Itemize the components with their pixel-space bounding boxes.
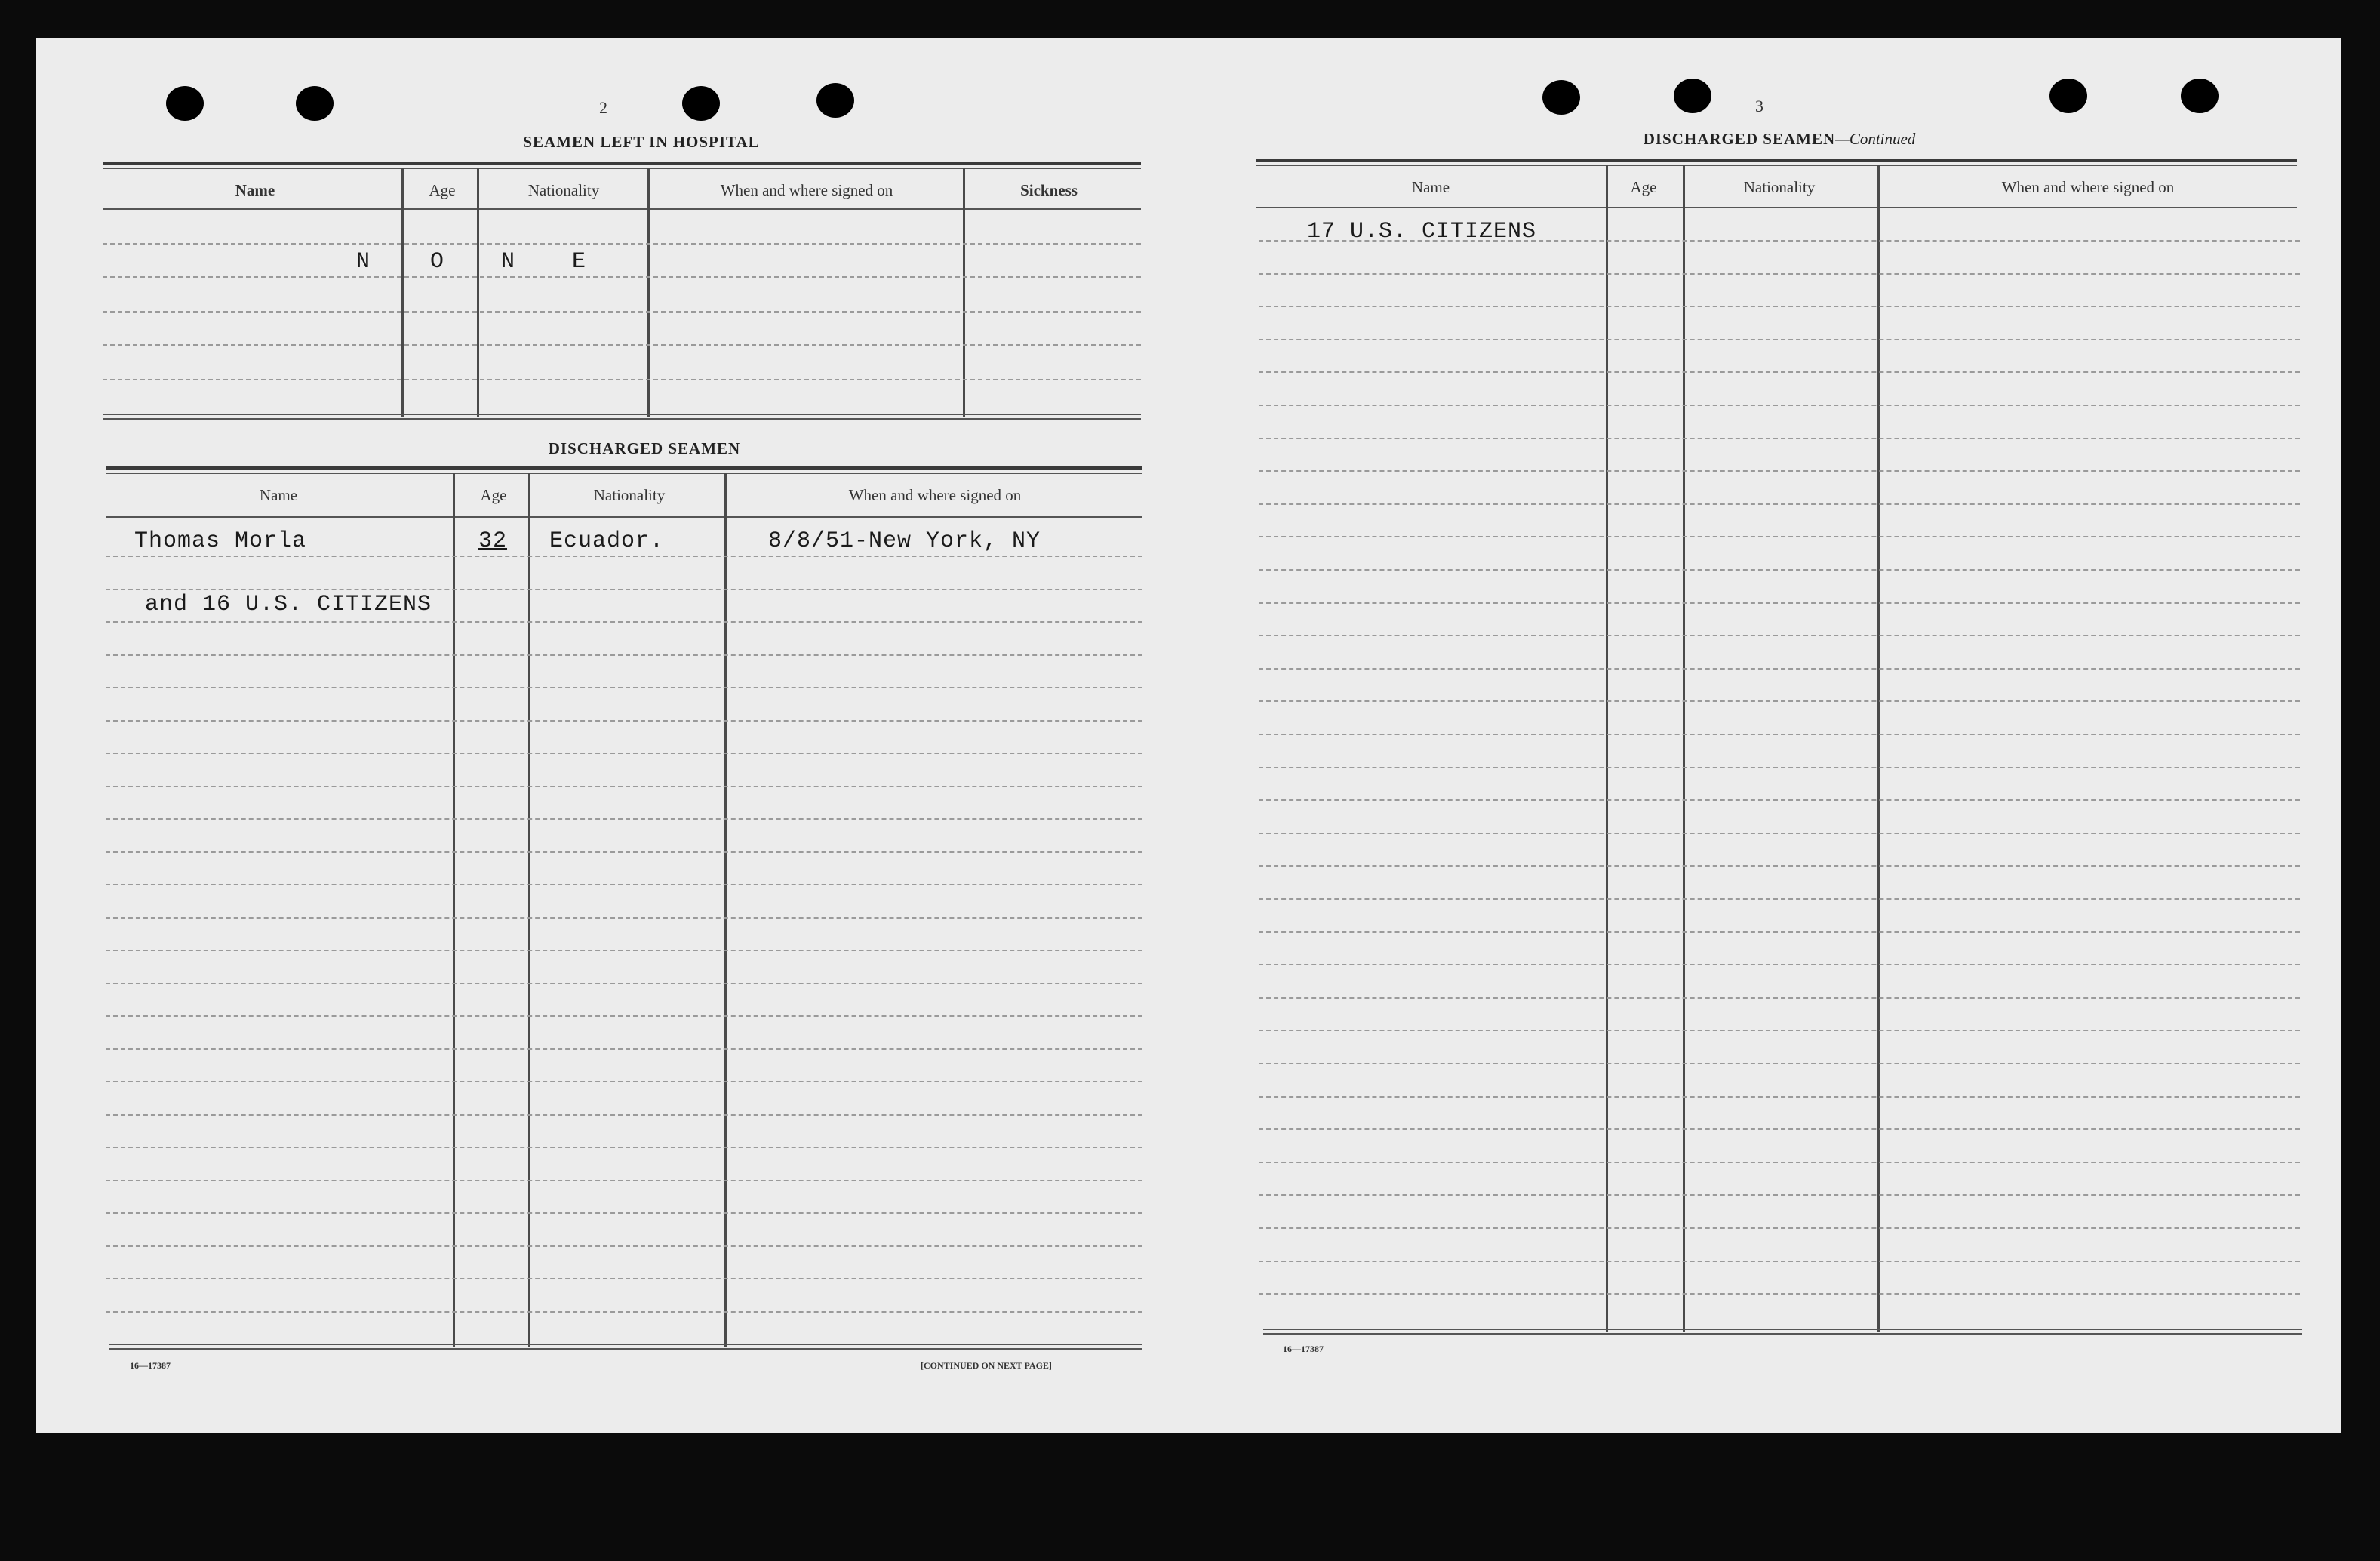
discharged-top-rule [106,466,1142,470]
seaman-nationality: Ecuador. [549,528,665,554]
hospital-header-rule [103,208,1141,210]
ledger-row-line [1259,997,2300,999]
punch-hole [1542,80,1580,115]
punch-hole [166,86,204,121]
ledger-row-line [106,1180,1142,1181]
ledger-row-line [1259,503,2300,505]
ledger-row-line [1259,1162,2300,1163]
hospital-section-title: SEAMEN LEFT IN HOSPITAL [523,133,760,151]
ledger-row-line [1259,1227,2300,1229]
ledger-row-line [106,1245,1142,1247]
ledger-row-line [1259,668,2300,670]
ledger-row-line [1259,964,2300,965]
ledger-row-line [1259,1261,2300,1262]
right-col-nationality: Nationality [1743,178,1816,196]
ledger-row-line [106,786,1142,787]
ledger-row-line [106,589,1142,590]
hospital-col-age: Age [429,181,456,199]
ledger-row-line [1259,931,2300,933]
ledger-row-line [1259,700,2300,702]
ledger-row-line [1259,306,2300,307]
right-col-age: Age [1630,178,1657,196]
document-sheet [36,38,2341,1433]
ledger-row-line [106,720,1142,722]
ledger-row-line [106,687,1142,688]
seaman-age: 32 [478,528,508,554]
hospital-col-sickness: Sickness [1020,181,1078,199]
right-bottom-rule [1263,1329,2302,1330]
hospital-row-line [103,276,1141,278]
ledger-row-line [1259,734,2300,735]
ledger-row-line [1259,273,2300,275]
ledger-row-line [106,1311,1142,1313]
ledger-row-line [1259,371,2300,373]
ledger-row-line [1259,470,2300,472]
ledger-row-line [1259,1096,2300,1098]
right-top-rule-thin [1256,165,2297,166]
discharged-col-nationality: Nationality [593,486,666,504]
hospital-row-line [103,344,1141,346]
hospital-row-line [103,379,1141,380]
ledger-row-line [106,1081,1142,1082]
seaman-name: Thomas Morla [134,528,307,554]
ledger-row-line [106,917,1142,919]
form-number-left: 16—17387 [130,1360,171,1371]
ledger-row-line [1259,635,2300,636]
punch-hole [2049,79,2087,113]
ledger-row-line [106,1212,1142,1214]
punch-hole [2181,79,2219,113]
form-number-right: 16—17387 [1283,1344,1324,1354]
hospital-row-line [103,243,1141,245]
discharged-bottom-rule [109,1344,1142,1345]
ledger-row-line [1259,767,2300,768]
right-header-rule [1256,207,2297,208]
ledger-row-line [106,1114,1142,1116]
ledger-row-line [1259,405,2300,406]
ledger-row-line [106,654,1142,656]
ledger-row-line [1259,833,2300,834]
ledger-row-line [1259,536,2300,537]
discharged-header-rule [106,516,1142,518]
ledger-row-line [106,753,1142,754]
ledger-row-line [106,818,1142,820]
ledger-row-line [1259,1128,2300,1130]
seaman-signed-on: 8/8/51-New York, NY [768,528,1041,554]
discharged-col-age: Age [480,486,507,504]
ledger-row-line [1259,1194,2300,1196]
hospital-bottom-rule [103,418,1141,420]
hospital-top-rule-thin [103,168,1141,169]
hospital-col-signed-on: When and where signed on [720,181,893,199]
punch-hole [296,86,334,121]
ledger-row-line [1259,602,2300,604]
page-number-right: 3 [1755,97,1763,115]
discharged-col-signed-on: When and where signed on [848,486,1022,504]
ledger-row-line [106,950,1142,951]
punch-hole [816,83,854,118]
ledger-row-line [106,851,1142,853]
ledger-row-line [1259,438,2300,439]
ledger-row-line [106,1278,1142,1279]
right-col-signed-on: When and where signed on [2001,178,2175,196]
discharged-col-name: Name [259,486,298,504]
ledger-row-line [1259,898,2300,900]
punch-hole [1674,79,1711,113]
hospital-row-line [103,311,1141,313]
discharged-col-divider [453,473,455,1347]
discharged-bottom-rule [109,1348,1142,1350]
discharged-top-rule-thin [106,473,1142,474]
punch-hole [682,86,720,121]
hospital-entry-letter: E [572,249,587,275]
discharged-col-divider [528,473,530,1347]
right-top-rule [1256,159,2297,162]
hospital-entry-letter: N [356,249,371,275]
ledger-row-line [1259,865,2300,867]
page-number-left: 2 [599,98,607,117]
ledger-row-line [106,1015,1142,1017]
ledger-row-line [106,1048,1142,1050]
ledger-row-line [1259,339,2300,340]
ledger-row-line [1259,1293,2300,1295]
hospital-col-nationality: Nationality [527,181,600,199]
continued-note: [CONTINUED ON NEXT PAGE] [921,1360,1052,1371]
ledger-row-line [1259,799,2300,801]
hospital-entry-letter: N [501,249,516,275]
discharged-continued-title [1530,130,2028,149]
right-bottom-rule [1263,1333,2302,1335]
ledger-row-line [1259,569,2300,571]
continued-suffix: —Continued [1835,130,1916,148]
hospital-top-rule [103,162,1141,165]
ledger-row-line [106,983,1142,984]
seaman-name: 17 U.S. CITIZENS [1307,219,1537,245]
hospital-col-name: Name [235,181,275,199]
hospital-bottom-rule [103,414,1141,415]
ledger-row-line [1259,1030,2300,1031]
ledger-row-line [1259,1063,2300,1064]
ledger-row-line [106,621,1142,623]
ledger-row-line [106,1147,1142,1148]
discharged-section-title: DISCHARGED SEAMEN [548,439,741,457]
hospital-entry-letter: O [430,249,445,275]
ledger-row-line [106,556,1142,557]
seaman-name: and 16 U.S. CITIZENS [145,592,432,617]
discharged-col-divider [724,473,727,1347]
discharged-continued-title-text: DISCHARGED SEAMEN [1643,130,1836,148]
ledger-row-line [106,884,1142,885]
right-col-name: Name [1411,178,1450,196]
